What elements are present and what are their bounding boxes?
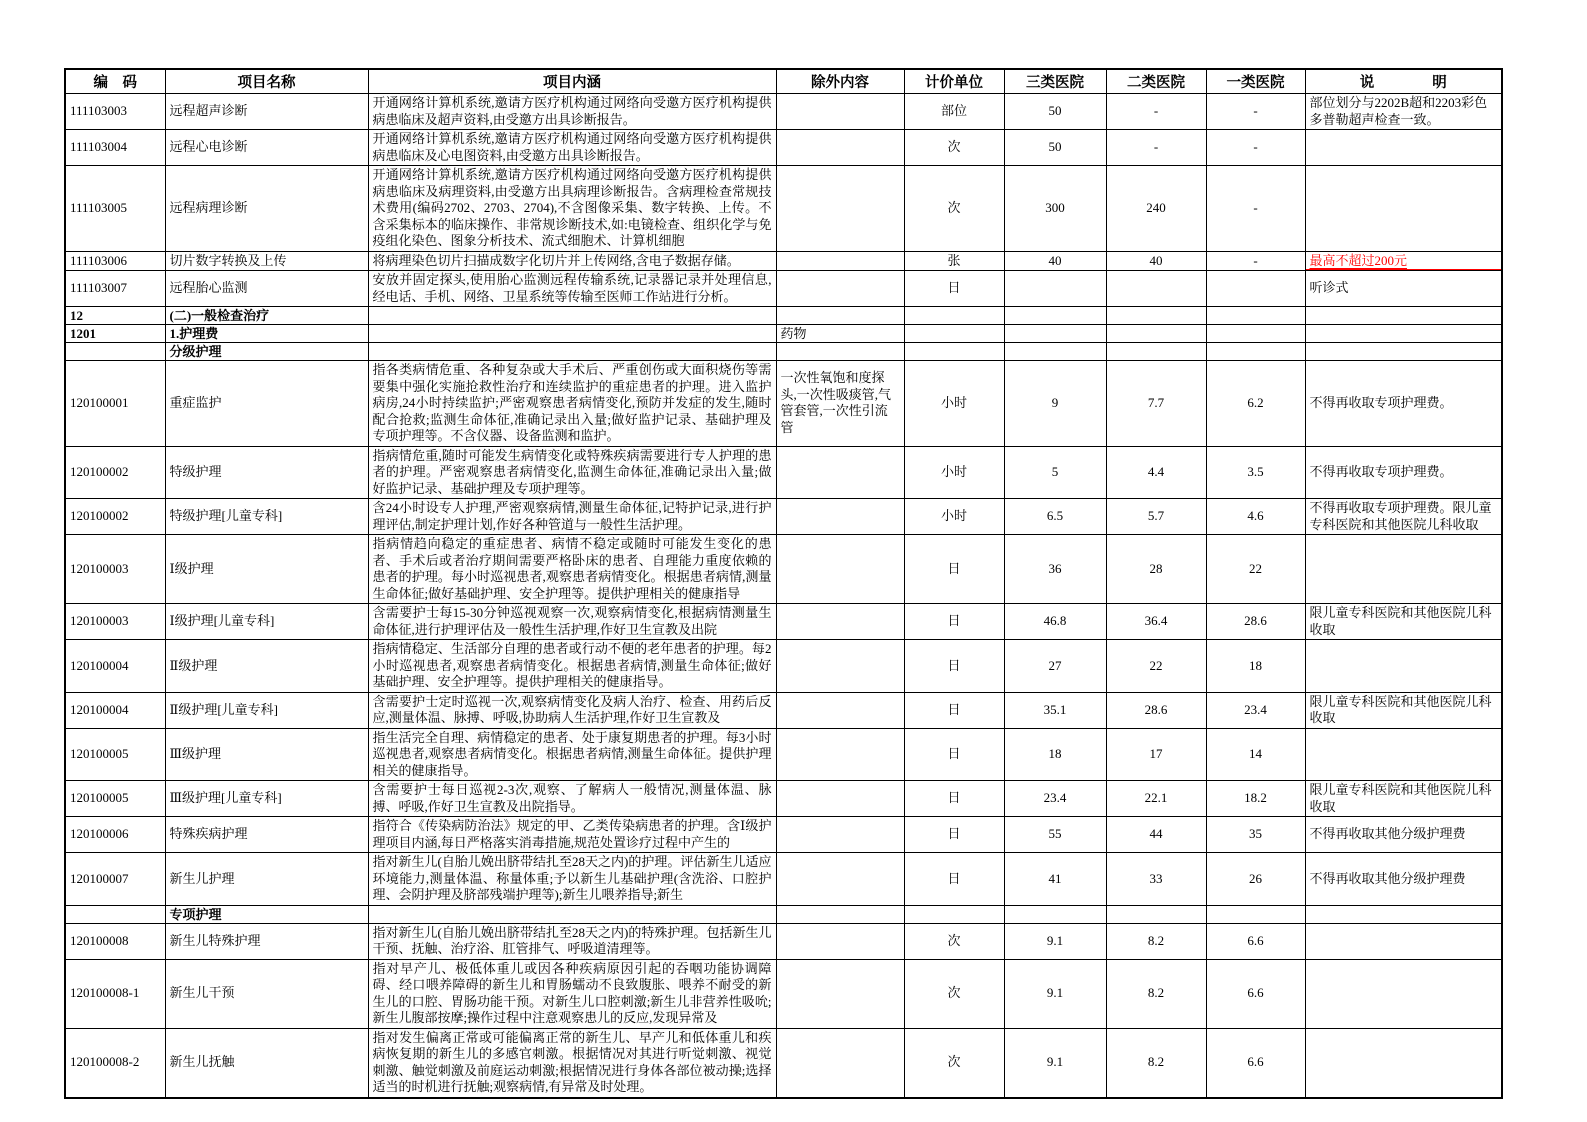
table-row: [65, 640, 1502, 693]
cell-class2-price: 8.2: [1106, 959, 1206, 1028]
cell-class2-price: 36.4: [1106, 604, 1206, 640]
cell-item-name: (二)一般检查治疗: [165, 307, 368, 325]
cell-item-name: Ⅲ级护理[儿童专科]: [165, 781, 368, 817]
cell-code: 120100008: [65, 923, 165, 959]
table-row: [65, 325, 1502, 343]
cell-class3-price: 41: [1004, 853, 1106, 906]
cell-class3-price: [1004, 271, 1106, 307]
cell-class1-price: 35: [1206, 817, 1305, 853]
cell-note: 限儿童专科医院和其他医院儿科收取: [1305, 781, 1502, 817]
cell-class3-price: 300: [1004, 166, 1106, 252]
cell-code: 120100002: [65, 499, 165, 535]
cell-pricing-unit: 小时: [904, 361, 1004, 447]
cell-note: [1305, 325, 1502, 343]
col-header-notes: 说 明: [1305, 69, 1502, 94]
cell-pricing-unit: 张: [904, 251, 1004, 271]
cell-class2-price: -: [1106, 130, 1206, 166]
cell-excluded-content: [776, 604, 904, 640]
cell-item-content: 安放并固定探头,使用胎心监测远程传输系统,记录器记录并处理信息,经电话、手机、网络、卫星系统等传输至医师工作站进行分析。: [368, 271, 776, 307]
cell-pricing-unit: 次: [904, 166, 1004, 252]
cell-item-content: 指生活完全自理、病情稳定的患者、处于康复期患者的护理。每3小时巡视患者,观察患者病情变化。根据患者病情,测量生命体征。提供护理相关的健康指导。: [368, 728, 776, 781]
cell-note: 限儿童专科医院和其他医院儿科收取: [1305, 604, 1502, 640]
cell-class3-price: 9: [1004, 361, 1106, 447]
cell-item-name: 新生儿干预: [165, 959, 368, 1028]
cell-pricing-unit: 小时: [904, 499, 1004, 535]
cell-class1-price: [1206, 343, 1305, 361]
cell-item-content: 含需要护士每日巡视2-3次,观察、了解病人一般情况,测量体温、脉搏、呼吸,作好卫生宣教及出院指导。: [368, 781, 776, 817]
cell-item-name: 分级护理: [165, 343, 368, 361]
table-row: [65, 499, 1502, 535]
cell-pricing-unit: 次: [904, 959, 1004, 1028]
cell-item-content: 指各类病情危重、各种复杂或大手术后、严重创伤或大面积烧伤等需要集中强化实施抢救性治疗和连续监护的重症患者的护理。进入监护病房,24小时持续监护;严密观察患者病情变化,预防并发症的发生,随时配合抢救;监测生命体征,准确记录出入量;做好监护记录、基础护理及专项护理等。不含仪器、设备监测和监护。: [368, 361, 776, 447]
cell-item-content: 含需要护士每15-30分钟巡视观察一次,观察病情变化,根据病情测量生命体征,进行护理评估及一般性生活护理,作好卫生宣教及出院: [368, 604, 776, 640]
cell-excluded-content: [776, 817, 904, 853]
cell-code: 111103005: [65, 166, 165, 252]
cell-item-name: Ⅲ级护理: [165, 728, 368, 781]
cell-item-name: 切片数字转换及上传: [165, 251, 368, 271]
cell-pricing-unit: 日: [904, 692, 1004, 728]
cell-item-content: [368, 905, 776, 923]
cell-note: 最高不超过200元: [1305, 251, 1502, 271]
cell-excluded-content: [776, 640, 904, 693]
cell-excluded-content: 药物: [776, 325, 904, 343]
cell-item-content: 含需要护士定时巡视一次,观察病情变化及病人治疗、检查、用药后反应,测量体温、脉搏、呼吸,协助病人生活护理,作好卫生宣教及: [368, 692, 776, 728]
cell-class1-price: 6.6: [1206, 959, 1305, 1028]
cell-class1-price: -: [1206, 94, 1305, 130]
cell-class2-price: 5.7: [1106, 499, 1206, 535]
cell-item-content: 开通网络计算机系统,邀请方医疗机构通过网络向受邀方医疗机构提供病患临床及心电图资料,由受邀方出具诊断报告。: [368, 130, 776, 166]
cell-pricing-unit: 次: [904, 1028, 1004, 1098]
cell-excluded-content: [776, 271, 904, 307]
cell-class3-price: [1004, 307, 1106, 325]
cell-code: 111103006: [65, 251, 165, 271]
cell-note: [1305, 130, 1502, 166]
cell-code: 111103007: [65, 271, 165, 307]
cell-excluded-content: [776, 728, 904, 781]
table-row: [65, 94, 1502, 130]
cell-item-content: 含24小时设专人护理,严密观察病情,测量生命体征,记特护记录,进行护理评估,制定护理计划,作好各种管道与一般性生活护理。: [368, 499, 776, 535]
cell-pricing-unit: [904, 325, 1004, 343]
cell-code: 120100005: [65, 728, 165, 781]
cell-class2-price: [1106, 343, 1206, 361]
cell-item-content: 指对发生偏离正常或可能偏离正常的新生儿、早产儿和低体重儿和疾病恢复期的新生儿的多感官刺激。根据情况对其进行听觉刺激、视觉刺激、触觉刺激及前庭运动刺激;根据情况进行身体各部位被动操;选择适当的时机进行抚触;观察病情,有异常及时处理。: [368, 1028, 776, 1098]
cell-pricing-unit: 日: [904, 817, 1004, 853]
cell-excluded-content: [776, 130, 904, 166]
cell-excluded-content: [776, 446, 904, 499]
cell-note: [1305, 959, 1502, 1028]
cell-item-content: 指对新生儿(自胎儿娩出脐带结扎至28天之内)的护理。评估新生儿适应环境能力,测量体温、称量体重;予以新生儿基础护理(含洗浴、口腔护理、会阴护理及脐部残端护理等);新生儿喂养指导;新生: [368, 853, 776, 906]
table-row: [65, 817, 1502, 853]
cell-code: 1201: [65, 325, 165, 343]
header-row: [65, 69, 1502, 94]
cell-excluded-content: [776, 1028, 904, 1098]
table-row: [65, 781, 1502, 817]
cell-code: 111103003: [65, 94, 165, 130]
cell-note: [1305, 923, 1502, 959]
cell-item-content: 开通网络计算机系统,邀请方医疗机构通过网络向受邀方医疗机构提供病患临床及病理资料,由受邀方出具病理诊断报告。含病理检查常规技术费用(编码2702、2703、2704),不含图像采集、数字转换、上传。不含采集标本的临床操作、非常规诊断技术,如:电镜检查、组织化学与免疫组化染色、图象分析技术、流式细胞术、计算机细胞: [368, 166, 776, 252]
cell-class1-price: [1206, 271, 1305, 307]
cell-class2-price: [1106, 307, 1206, 325]
cell-pricing-unit: 日: [904, 535, 1004, 604]
table-row: [65, 271, 1502, 307]
cell-item-content: 指对早产儿、极低体重儿或因各种疾病原因引起的吞咽功能协调障碍、经口喂养障碍的新生儿和胃肠蠕动不良致腹胀、喂养不耐受的新生儿的口腔、胃肠功能干预。对新生儿口腔刺激;新生儿非营养性吸吮;新生儿腹部按摩;操作过程中注意观察患儿的反应,发现异常及: [368, 959, 776, 1028]
cell-class3-price: 9.1: [1004, 923, 1106, 959]
cell-class1-price: -: [1206, 166, 1305, 252]
cell-class2-price: [1106, 325, 1206, 343]
table-row: [65, 905, 1502, 923]
cell-class1-price: 18.2: [1206, 781, 1305, 817]
cell-note: 不得再收取专项护理费。限儿童专科医院和其他医院儿科收取: [1305, 499, 1502, 535]
cell-excluded-content: [776, 853, 904, 906]
cell-excluded-content: [776, 923, 904, 959]
cell-class3-price: 40: [1004, 251, 1106, 271]
fee-schedule-table: [64, 68, 1503, 1099]
table-row: [65, 307, 1502, 325]
cell-code: 120100001: [65, 361, 165, 447]
cell-class3-price: [1004, 325, 1106, 343]
cell-class2-price: 8.2: [1106, 1028, 1206, 1098]
cell-pricing-unit: 日: [904, 640, 1004, 693]
cell-class2-price: 40: [1106, 251, 1206, 271]
cell-item-name: 重症监护: [165, 361, 368, 447]
cell-note: 不得再收取其他分级护理费: [1305, 817, 1502, 853]
col-header-class3-hospital: 三类医院: [1004, 69, 1106, 94]
cell-note: 不得再收取专项护理费。: [1305, 446, 1502, 499]
cell-class2-price: 22: [1106, 640, 1206, 693]
cell-excluded-content: [776, 535, 904, 604]
cell-note: [1305, 728, 1502, 781]
table-row: [65, 446, 1502, 499]
cell-class1-price: 6.6: [1206, 923, 1305, 959]
cell-item-name: 远程胎心监测: [165, 271, 368, 307]
table-row: [65, 923, 1502, 959]
cell-class3-price: 50: [1004, 130, 1106, 166]
table-row: [65, 166, 1502, 252]
cell-code: 111103004: [65, 130, 165, 166]
cell-class1-price: 3.5: [1206, 446, 1305, 499]
cell-note: [1305, 166, 1502, 252]
cell-item-content: 指对新生儿(自胎儿娩出脐带结扎至28天之内)的特殊护理。包括新生儿干预、抚触、治疗浴、肛管排气、呼吸道清理等。: [368, 923, 776, 959]
cell-item-name: 远程病理诊断: [165, 166, 368, 252]
cell-class1-price: 6.2: [1206, 361, 1305, 447]
cell-code: 12: [65, 307, 165, 325]
cell-note: [1305, 535, 1502, 604]
cell-class1-price: 18: [1206, 640, 1305, 693]
table-row: [65, 1028, 1502, 1098]
table-row: [65, 604, 1502, 640]
cell-item-name: 远程超声诊断: [165, 94, 368, 130]
cell-item-content: 开通网络计算机系统,邀请方医疗机构通过网络向受邀方医疗机构提供病患临床及超声资料,由受邀方出具诊断报告。: [368, 94, 776, 130]
cell-class1-price: [1206, 307, 1305, 325]
cell-code: 120100003: [65, 535, 165, 604]
cell-note: 听诊式: [1305, 271, 1502, 307]
cell-item-content: 指符合《传染病防治法》规定的甲、乙类传染病患者的护理。含Ⅰ级护理项目内涵,每日严格落实消毒措施,规范处置诊疗过程中产生的: [368, 817, 776, 853]
cell-class3-price: 5: [1004, 446, 1106, 499]
cell-code: [65, 905, 165, 923]
cell-class3-price: 27: [1004, 640, 1106, 693]
cell-code: 120100003: [65, 604, 165, 640]
col-header-class2-hospital: 二类医院: [1106, 69, 1206, 94]
cell-class2-price: 17: [1106, 728, 1206, 781]
cell-item-name: 1.护理费: [165, 325, 368, 343]
cell-class1-price: [1206, 325, 1305, 343]
cell-item-name: 新生儿特殊护理: [165, 923, 368, 959]
cell-class3-price: 55: [1004, 817, 1106, 853]
table-row: [65, 361, 1502, 447]
cell-item-content: 指病情危重,随时可能发生病情变化或特殊疾病需要进行专人护理的患者的护理。严密观察患者病情变化,监测生命体征,准确记录出入量;做好监护记录、基础护理及专项护理等。: [368, 446, 776, 499]
cell-class2-price: 28.6: [1106, 692, 1206, 728]
cell-note: 不得再收取其他分级护理费: [1305, 853, 1502, 906]
cell-pricing-unit: 日: [904, 271, 1004, 307]
cell-note: [1305, 1028, 1502, 1098]
cell-item-content: 指病情稳定、生活部分自理的患者或行动不便的老年患者的护理。每2小时巡视患者,观察患者病情变化。根据患者病情,测量生命体征;做好基础护理、安全护理等。提供护理相关的健康指导。: [368, 640, 776, 693]
cell-item-name: 专项护理: [165, 905, 368, 923]
cell-item-name: 特殊疾病护理: [165, 817, 368, 853]
cell-note: 不得再收取专项护理费。: [1305, 361, 1502, 447]
cell-class2-price: [1106, 271, 1206, 307]
cell-excluded-content: [776, 905, 904, 923]
table-row: [65, 251, 1502, 271]
cell-excluded-content: [776, 499, 904, 535]
cell-class3-price: 18: [1004, 728, 1106, 781]
cell-item-name: Ⅰ级护理[儿童专科]: [165, 604, 368, 640]
cell-item-content: [368, 343, 776, 361]
cell-class3-price: 9.1: [1004, 1028, 1106, 1098]
cell-code: 120100005: [65, 781, 165, 817]
cell-item-name: Ⅰ级护理: [165, 535, 368, 604]
table-body: [65, 94, 1502, 1098]
cell-code: 120100004: [65, 640, 165, 693]
cell-item-name: 新生儿护理: [165, 853, 368, 906]
table-row: [65, 535, 1502, 604]
cell-note: 部位划分与2202B超和2203彩色多普勒超声检查一致。: [1305, 94, 1502, 130]
cell-item-name: 新生儿抚触: [165, 1028, 368, 1098]
col-header-item-name: 项目名称: [165, 69, 368, 94]
cell-pricing-unit: 小时: [904, 446, 1004, 499]
cell-class3-price: 36: [1004, 535, 1106, 604]
cell-class2-price: 4.4: [1106, 446, 1206, 499]
cell-excluded-content: [776, 307, 904, 325]
cell-class2-price: 8.2: [1106, 923, 1206, 959]
col-header-pricing-unit: 计价单位: [904, 69, 1004, 94]
cell-note: [1305, 307, 1502, 325]
cell-class2-price: 240: [1106, 166, 1206, 252]
cell-class1-price: 28.6: [1206, 604, 1305, 640]
cell-item-name: 特级护理: [165, 446, 368, 499]
cell-pricing-unit: [904, 307, 1004, 325]
cell-code: 120100008-2: [65, 1028, 165, 1098]
table-row: [65, 959, 1502, 1028]
cell-excluded-content: [776, 692, 904, 728]
table-row: [65, 853, 1502, 906]
cell-item-name: 远程心电诊断: [165, 130, 368, 166]
col-header-excluded-content: 除外内容: [776, 69, 904, 94]
cell-excluded-content: [776, 959, 904, 1028]
cell-note: [1305, 343, 1502, 361]
cell-class1-price: [1206, 905, 1305, 923]
cell-item-content: 指病情趋向稳定的重症患者、病情不稳定或随时可能发生变化的患者、手术后或者治疗期间需要严格卧床的患者、自理能力重度依赖的患者的护理。每小时巡视患者,观察患者病情变化。根据患者病情,测量生命体征;做好基础护理、安全护理等。提供护理相关的健康指导: [368, 535, 776, 604]
cell-class1-price: 23.4: [1206, 692, 1305, 728]
cell-class3-price: 23.4: [1004, 781, 1106, 817]
cell-note: [1305, 640, 1502, 693]
cell-excluded-content: [776, 781, 904, 817]
cell-excluded-content: 一次性氧饱和度探头,一次性吸痰管,气管套管,一次性引流管: [776, 361, 904, 447]
table-row: [65, 728, 1502, 781]
cell-pricing-unit: 次: [904, 130, 1004, 166]
cell-class2-price: 44: [1106, 817, 1206, 853]
cell-class2-price: 7.7: [1106, 361, 1206, 447]
cell-excluded-content: [776, 343, 904, 361]
cell-pricing-unit: [904, 905, 1004, 923]
cell-class1-price: -: [1206, 251, 1305, 271]
cell-class3-price: 46.8: [1004, 604, 1106, 640]
cell-excluded-content: [776, 251, 904, 271]
cell-item-name: Ⅱ级护理[儿童专科]: [165, 692, 368, 728]
cell-class1-price: 6.6: [1206, 1028, 1305, 1098]
col-header-class1-hospital: 一类医院: [1206, 69, 1305, 94]
cell-code: 120100004: [65, 692, 165, 728]
cell-pricing-unit: 次: [904, 923, 1004, 959]
cell-class2-price: 33: [1106, 853, 1206, 906]
cell-class1-price: 4.6: [1206, 499, 1305, 535]
col-header-code: 编 码: [65, 69, 165, 94]
cell-item-name: Ⅱ级护理: [165, 640, 368, 693]
cell-item-content: 将病理染色切片扫描成数字化切片并上传网络,含电子数据存储。: [368, 251, 776, 271]
cell-class1-price: 26: [1206, 853, 1305, 906]
cell-pricing-unit: 部位: [904, 94, 1004, 130]
cell-class3-price: 6.5: [1004, 499, 1106, 535]
col-header-item-content: 项目内涵: [368, 69, 776, 94]
cell-item-name: 特级护理[儿童专科]: [165, 499, 368, 535]
cell-class2-price: 28: [1106, 535, 1206, 604]
cell-note: 限儿童专科医院和其他医院儿科收取: [1305, 692, 1502, 728]
cell-class1-price: 14: [1206, 728, 1305, 781]
cell-class1-price: 22: [1206, 535, 1305, 604]
cell-item-content: [368, 307, 776, 325]
cell-pricing-unit: 日: [904, 853, 1004, 906]
cell-code: 120100006: [65, 817, 165, 853]
cell-code: 120100002: [65, 446, 165, 499]
cell-item-content: [368, 325, 776, 343]
cell-class3-price: [1004, 343, 1106, 361]
cell-class2-price: [1106, 905, 1206, 923]
cell-class3-price: [1004, 905, 1106, 923]
cell-class3-price: 9.1: [1004, 959, 1106, 1028]
cell-excluded-content: [776, 94, 904, 130]
cell-pricing-unit: [904, 343, 1004, 361]
cell-pricing-unit: 日: [904, 728, 1004, 781]
cell-excluded-content: [776, 166, 904, 252]
cell-pricing-unit: 日: [904, 781, 1004, 817]
table-row: [65, 343, 1502, 361]
cell-pricing-unit: 日: [904, 604, 1004, 640]
cell-class2-price: -: [1106, 94, 1206, 130]
cell-code: [65, 343, 165, 361]
cell-class2-price: 22.1: [1106, 781, 1206, 817]
cell-class1-price: -: [1206, 130, 1305, 166]
cell-class3-price: 50: [1004, 94, 1106, 130]
cell-code: 120100007: [65, 853, 165, 906]
cell-class3-price: 35.1: [1004, 692, 1106, 728]
table-row: [65, 692, 1502, 728]
cell-code: 120100008-1: [65, 959, 165, 1028]
table-row: [65, 130, 1502, 166]
cell-note: [1305, 905, 1502, 923]
